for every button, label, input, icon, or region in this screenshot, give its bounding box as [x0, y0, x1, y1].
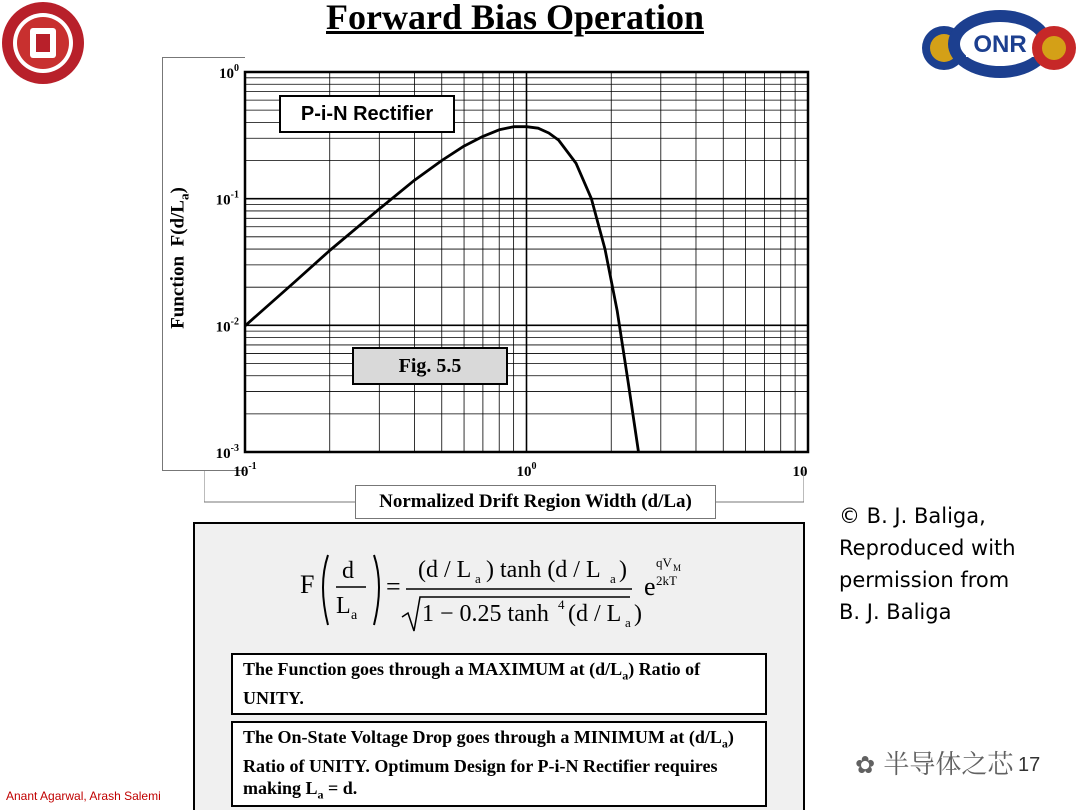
svg-text:=: =: [386, 572, 401, 601]
y-tick-label: $10^{-1}$: [215, 189, 239, 209]
page-number: 17: [1018, 754, 1041, 776]
note-minimum: The On-State Voltage Drop goes through a MINIMUM at $(d/L_a)$ Ratio of UNITY. Optimum Design for P-i-N Rectifier requires making $L_a = d$.: [231, 721, 767, 807]
page-title: Forward Bias Operation: [326, 0, 704, 37]
note-maximum: The Function goes through a MAXIMUM at $(d/L_a)$ Ratio of UNITY.: [231, 653, 767, 715]
svg-text:a: a: [475, 571, 481, 586]
svg-text:): ): [619, 557, 627, 583]
chart-title-box: P-i-N Rectifier: [279, 95, 455, 133]
svg-text:L: L: [336, 593, 351, 619]
equation-formula: [290, 545, 710, 645]
svg-text:M: M: [673, 563, 682, 573]
svg-text:d: d: [342, 558, 354, 584]
svg-text:F: F: [300, 570, 315, 599]
svg-text:(d / L: (d / L: [568, 601, 622, 627]
authors-footer: Anant Agarwal, Arash Salemi: [6, 789, 161, 803]
svg-text:) tanh (d / L: ) tanh (d / L: [486, 557, 601, 583]
figure-label-box: Fig. 5.5: [352, 347, 508, 385]
y-tick-label: $10^{-2}$: [215, 316, 239, 336]
x-tick-label: 10: [792, 464, 808, 480]
svg-text:1 − 0.25 tanh: 1 − 0.25 tanh: [422, 601, 549, 627]
x-tick-label: $10^0$: [516, 461, 537, 480]
svg-text:2kT: 2kT: [656, 573, 677, 588]
wechat-watermark: ✿ 半导体之芯: [855, 750, 1014, 780]
svg-text:4: 4: [558, 597, 565, 612]
svg-text:a: a: [625, 615, 631, 630]
svg-text:(d / L: (d / L: [418, 557, 472, 583]
wechat-icon: ✿: [855, 751, 876, 779]
svg-text:qV: qV: [656, 555, 672, 570]
y-tick-label: $10^0$: [219, 63, 239, 82]
y-tick-label: $10^{-3}$: [215, 443, 239, 462]
svg-text:a: a: [351, 608, 358, 623]
y-axis-label: Function $F(d/L_a)$: [167, 187, 192, 329]
x-axis-label: Normalized Drift Region Width (d/La): [355, 485, 716, 519]
svg-text:e: e: [644, 572, 656, 601]
svg-text:): ): [634, 601, 642, 627]
copyright-credit: © B. J. Baliga, Reproduced with permission from B. J. Baliga: [839, 504, 1016, 624]
svg-text:ONR: ONR: [973, 31, 1027, 58]
svg-text:a: a: [610, 571, 616, 586]
x-tick-label: $10^{-1}$: [233, 461, 257, 480]
